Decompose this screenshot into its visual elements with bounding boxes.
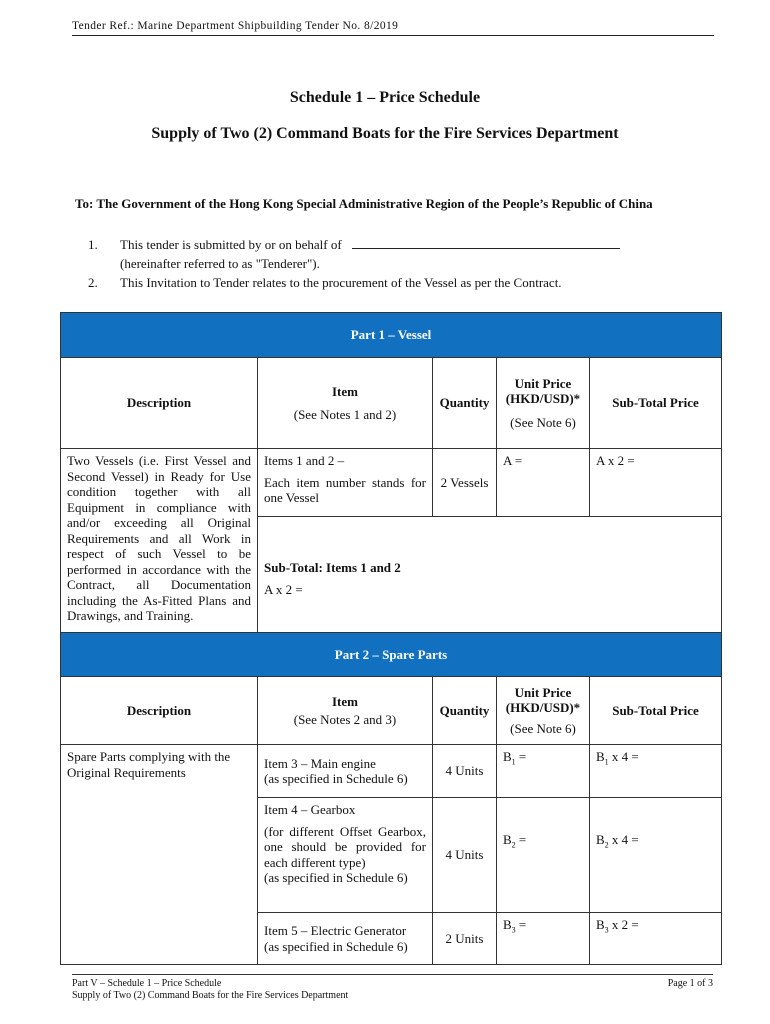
spare-item-spec: (as specified in Schedule 6) (264, 771, 408, 786)
footer-line-1: Part V – Schedule 1 – Price Schedule (72, 978, 222, 989)
spare-unit-price: $B_3$ = (497, 913, 590, 965)
running-header: Tender Ref.: Marine Department Shipbuilding Tender No. 8/2019 (72, 20, 714, 36)
spare-subtotal: $B_1$ x 4 = (590, 745, 722, 798)
vessel-item-desc: Each item number stands for one Vessel (264, 474, 426, 505)
vessel-unit-price: A = (497, 449, 590, 517)
spare-item-title: Item 3 – Main engine (264, 755, 376, 771)
spare-unit-price: $B_2$ = (497, 798, 590, 913)
item-header: Item (332, 383, 358, 399)
col-header-description: Description (61, 358, 258, 449)
list-number: 2. (88, 275, 98, 290)
part2-table (60, 632, 722, 965)
part1-bar: Part 1 – Vessel (61, 313, 722, 358)
col-header-subtotal: Sub-Total Price (590, 358, 722, 449)
col-header-item (258, 358, 433, 449)
part1-subtotal-value: A x 2 = (264, 581, 303, 597)
col-header-quantity: Quantity (433, 358, 497, 449)
spare-item-note: (for different Offset Gearbox, one should be provided for each different type) (264, 823, 426, 870)
col-header-quantity: Quantity (433, 677, 497, 745)
part2-bar: Part 2 – Spare Parts (61, 633, 722, 677)
spare-item-title: Item 4 – Gearbox (264, 802, 356, 817)
col-header-description: Description (61, 677, 258, 745)
vessel-item-cell (258, 449, 433, 517)
spare-quantity: 4 Units (433, 745, 497, 798)
spare-quantity: 4 Units (433, 798, 497, 913)
col-header-subtotal: Sub-Total Price (590, 677, 722, 745)
item-header: Item (332, 693, 358, 709)
spare-item-cell (258, 913, 433, 965)
list-text-continued: (hereinafter referred to as "Tenderer"). (120, 256, 320, 271)
page-footer (72, 974, 713, 1002)
part1-table (60, 312, 722, 633)
spare-subtotal: $B_3$ x 2 = (590, 913, 722, 965)
col-header-item (258, 677, 433, 745)
page-number: Page 1 of 3 (667, 978, 713, 989)
intro-list (86, 235, 706, 292)
col-header-unit-price (497, 358, 590, 449)
unit-price-header: Unit Price (HKD/USD)* (505, 684, 581, 716)
spare-item-spec: (as specified in Schedule 6) (264, 870, 408, 885)
list-item (86, 273, 706, 292)
tenderer-name-blank (352, 236, 620, 249)
spare-item-cell (258, 798, 433, 913)
list-item (86, 235, 706, 273)
list-text: This tender is submitted by or on behalf of (120, 237, 342, 252)
spare-parts-description: Spare Parts complying with the Original Requirements (61, 745, 258, 965)
addressee-line: To: The Government of the Hong Kong Special Administrative Region of the People’s Republic of China (75, 196, 653, 211)
spare-unit-price: $B_1$ = (497, 745, 590, 798)
list-text: This Invitation to Tender relates to the procurement of the Vessel as per the Contract. (120, 275, 562, 290)
spare-item-title: Item 5 – Electric Generator (264, 923, 407, 938)
vessel-quantity: 2 Vessels (433, 449, 497, 517)
schedule-title: Schedule 1 – Price Schedule (289, 89, 481, 106)
vessel-item-title: Items 1 and 2 – (264, 453, 345, 468)
item-header-note: (See Notes 2 and 3) (293, 712, 397, 727)
supply-title: Supply of Two (2) Command Boats for the Fire Services Department (151, 125, 619, 142)
part1-subtotal-cell (258, 517, 722, 633)
footer-line-2: Supply of Two (2) Command Boats for the Fire Services Department (72, 990, 349, 1001)
spare-item-cell (258, 745, 433, 798)
unit-price-note: (See Note 6) (510, 720, 576, 736)
spare-quantity: 2 Units (433, 913, 497, 965)
vessel-description: Two Vessels (i.e. First Vessel and Second Vessel) in Ready for Use condition together with all Equipment in compliance with and/or exceeding all Original Requirements and all Work in respect of such Vessel to be performed in accordance with the Contract, all Documentation including the As-Fitted Plans and Drawings, and Training. (61, 449, 258, 633)
part1-subtotal-label: Sub-Total: Items 1 and 2 (264, 560, 401, 575)
item-header-note: (See Notes 1 and 2) (293, 407, 397, 422)
spare-subtotal: $B_2$ x 4 = (590, 798, 722, 913)
unit-price-note: (See Note 6) (510, 414, 576, 430)
unit-price-header: Unit Price (HKD/USD)* (505, 375, 581, 407)
vessel-subtotal: A x 2 = (590, 449, 722, 517)
col-header-unit-price (497, 677, 590, 745)
spare-item-spec: (as specified in Schedule 6) (264, 938, 408, 954)
list-number: 1. (88, 237, 98, 252)
